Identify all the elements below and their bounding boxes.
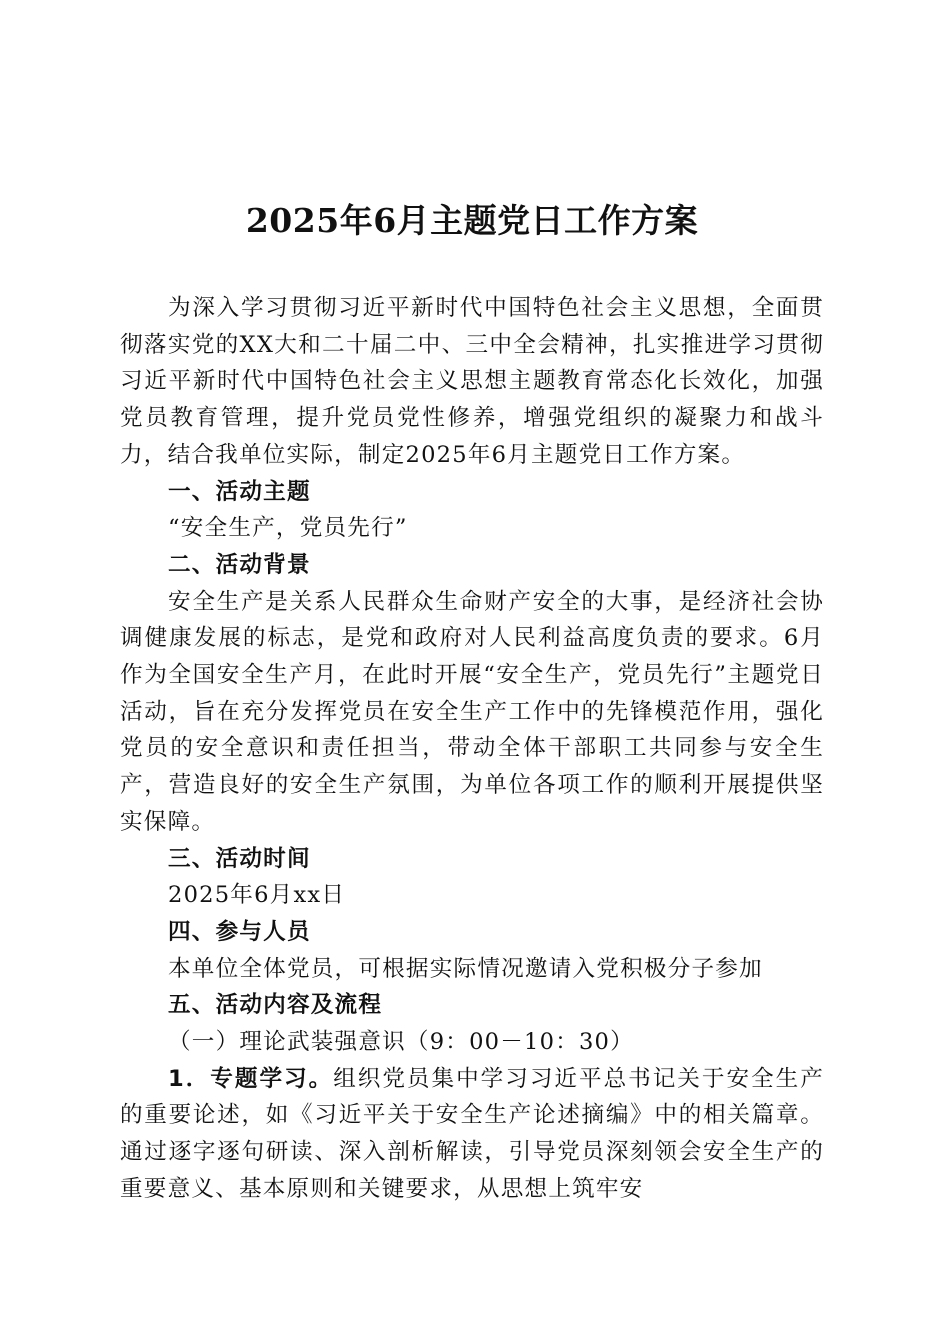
section-heading-time: 三、活动时间 (168, 845, 311, 872)
item-1-lead: 1．专题学习。 (168, 1065, 334, 1092)
section-heading-participants: 四、参与人员 (168, 918, 311, 945)
section-text-participants: 本单位全体党员，可根据实际情况邀请入党积极分子参加 (168, 955, 763, 982)
subsection-heading: （一）理论武装强意识（9：00－10：30） (168, 1029, 634, 1056)
section-text-background: 安全生产是关系人民群众生命财产安全的大事，是经济社会协调健康发展的标志，是党和政府对人民利益高度负责的要求。6月作为全国安全生产月，在此时开展“安全生产，党员先行”主题党日活动，旨在充分发挥党员在安全生产工作中的先锋模范作用，强化党员的安全意识和责任担当，带动全体干部职工共同参与安全生产，营造良好的安全生产氛围，为单位各项工作的顺利开展提供坚实保障。 (120, 588, 824, 835)
section-text-theme: “安全生产，党员先行” (168, 515, 408, 542)
section-heading-background: 二、活动背景 (168, 551, 311, 578)
section-heading-content: 五、活动内容及流程 (168, 992, 383, 1019)
document-body (120, 290, 824, 1208)
intro-paragraph: 为深入学习贯彻习近平新时代中国特色社会主义思想，全面贯彻落实党的XX大和二十届二中、三中全会精神，扎实推进学习贯彻习近平新时代中国特色社会主义思想主题教育常态化长效化，加强党员教育管理，提升党员党性修养，增强党组织的凝聚力和战斗力，结合我单位实际，制定2025年6月主题党日工作方案。 (120, 295, 824, 468)
item-1-text: 组织党员集中学习习近平总书记关于安全生产的重要论述，如《习近平关于安全生产论述摘编》中的相关篇章。通过逐字逐句研读、深入剖析解读，引导党员深刻领会安全生产的重要意义、基本原则和关键要求，从思想上筑牢安 (120, 1065, 824, 1202)
item-1-paragraph (120, 1061, 824, 1208)
document-title: 2025年6月主题党日工作方案 (245, 201, 699, 240)
section-heading-theme: 一、活动主题 (168, 478, 311, 505)
section-text-time: 2025年6月xx日 (168, 882, 346, 909)
